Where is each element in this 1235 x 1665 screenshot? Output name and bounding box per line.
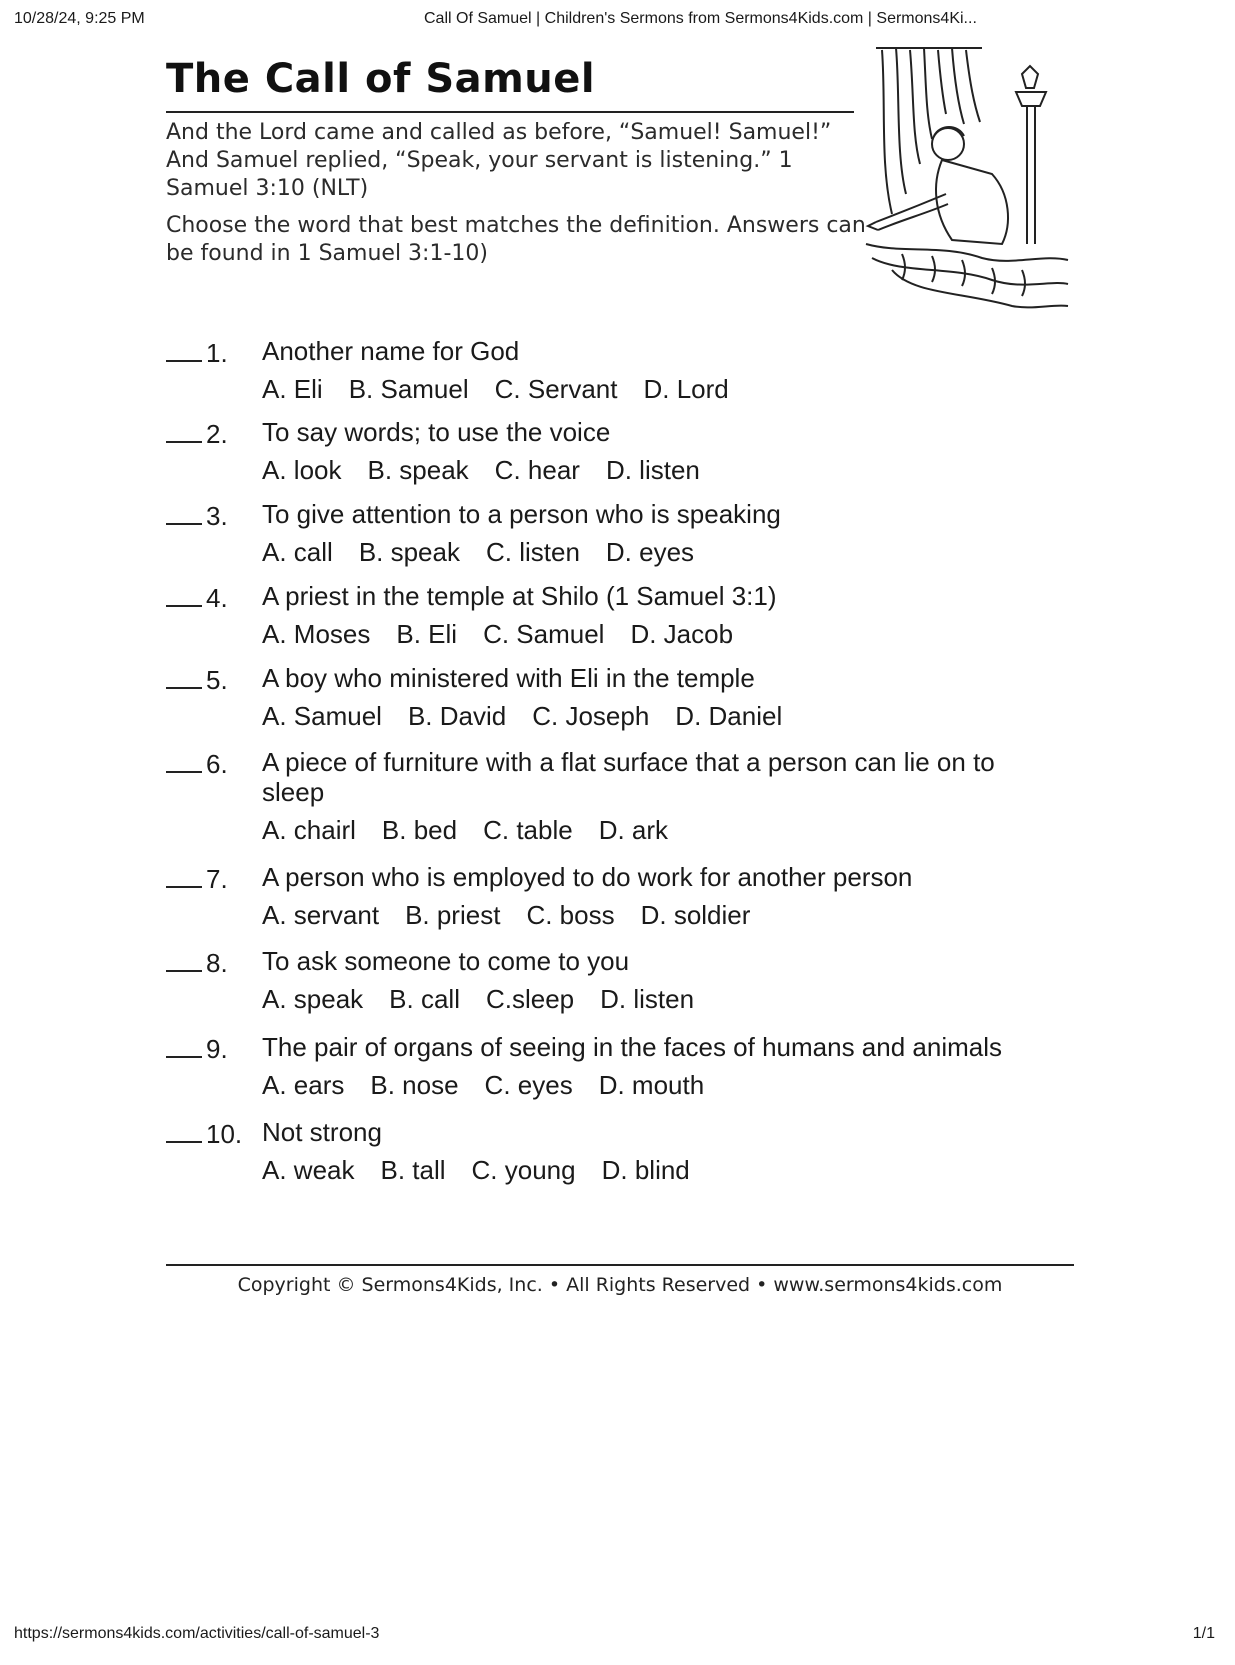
option-c: C. boss (526, 900, 615, 930)
answer-options (262, 900, 1126, 930)
option-a: A. weak (262, 1155, 355, 1185)
option-c: C. table (483, 815, 573, 845)
question-number: 8. (206, 948, 228, 978)
option-b: B. nose (370, 1070, 459, 1100)
question-number: 10. (206, 1119, 243, 1149)
answer-blank[interactable] (166, 687, 202, 689)
option-a: A. ears (262, 1070, 345, 1100)
footer-divider (166, 1264, 1074, 1266)
print-doc-title: Call Of Samuel | Children's Sermons from Sermons4Kids.com | Sermons4Ki... (424, 10, 977, 27)
question-item (166, 747, 1126, 862)
print-url: https://sermons4kids.com/activities/call-of-samuel-3 (14, 1625, 380, 1642)
option-c: C. hear (494, 455, 580, 485)
answer-blank[interactable] (166, 771, 202, 773)
question-text: To give attention to a person who is speaking (262, 499, 781, 529)
question-number: 7. (206, 864, 228, 894)
question-number: 3. (206, 501, 228, 531)
question-number: 4. (206, 583, 228, 613)
option-a: A. speak (262, 984, 364, 1014)
option-b: B. Samuel (348, 374, 469, 404)
title-divider (166, 111, 854, 113)
option-d: D. listen (605, 455, 700, 485)
question-number: 6. (206, 749, 228, 779)
option-b: B. speak (358, 537, 460, 567)
option-b: B. Eli (396, 619, 458, 649)
question-text: A boy who ministered with Eli in the temple (262, 663, 755, 693)
question-item (166, 946, 1126, 1032)
question-number: 1. (206, 338, 228, 368)
option-c: C. Samuel (483, 619, 605, 649)
question-list (166, 336, 1126, 1199)
question-text: A priest in the temple at Shilo (1 Samuel 3:1) (262, 581, 777, 611)
option-d: D. listen (600, 984, 695, 1014)
answer-options (262, 984, 1126, 1014)
question-text: To ask someone to come to you (262, 946, 630, 976)
option-a: A. Samuel (262, 701, 382, 731)
answer-options (262, 1155, 1126, 1185)
option-c: C. listen (485, 537, 580, 567)
option-b: B. priest (405, 900, 501, 930)
option-d: D. soldier (640, 900, 751, 930)
option-d: D. Daniel (675, 701, 783, 731)
question-text: To say words; to use the voice (262, 417, 611, 447)
answer-blank[interactable] (166, 523, 202, 525)
question-number: 2. (206, 419, 228, 449)
option-b: B. tall (380, 1155, 446, 1185)
answer-blank[interactable] (166, 441, 202, 443)
option-b: B. speak (367, 455, 469, 485)
answer-options (262, 1070, 1126, 1100)
page-number: 1/1 (1192, 1625, 1215, 1642)
answer-blank[interactable] (166, 1056, 202, 1058)
samuel-praying-illustration (862, 44, 1074, 312)
option-c: C. Joseph (532, 701, 650, 731)
option-a: A. Eli (262, 374, 323, 404)
option-b: B. call (389, 984, 460, 1014)
question-item (166, 1032, 1126, 1117)
print-datetime: 10/28/24, 9:25 PM (14, 10, 145, 27)
question-text: A person who is employed to do work for another person (262, 862, 913, 892)
option-a: A. call (262, 537, 333, 567)
option-d: D. mouth (598, 1070, 705, 1100)
instructions: Choose the word that best matches the definition. Answers can be found in 1 Samuel 3:1-10) (166, 213, 866, 266)
option-d: D. ark (598, 815, 669, 845)
question-text: Not strong (262, 1117, 382, 1147)
answer-options (262, 374, 1126, 404)
option-c: C. Servant (494, 374, 618, 404)
option-a: A. chairl (262, 815, 356, 845)
option-a: A. Moses (262, 619, 371, 649)
answer-blank[interactable] (166, 605, 202, 607)
print-header (14, 10, 1221, 32)
question-number: 5. (206, 665, 228, 695)
answer-options (262, 619, 1126, 649)
option-c: C. eyes (484, 1070, 573, 1100)
answer-blank[interactable] (166, 1141, 202, 1143)
answer-options (262, 815, 1126, 845)
question-text: Another name for God (262, 336, 520, 366)
question-item (166, 862, 1126, 946)
question-text: A piece of furniture with a flat surface that a person can lie on to sleep (262, 747, 995, 807)
option-d: D. Lord (643, 374, 729, 404)
print-footer (14, 1625, 1221, 1647)
copyright-notice: Copyright © Sermons4Kids, Inc. • All Rights Reserved • www.sermons4kids.com (237, 1274, 1003, 1296)
question-item (166, 663, 1126, 747)
option-c: C.sleep (485, 984, 575, 1014)
answer-blank[interactable] (166, 360, 202, 362)
answer-blank[interactable] (166, 970, 202, 972)
question-number: 9. (206, 1034, 228, 1064)
scripture-verse: And the Lord came and called as before, “Samuel! Samuel!” And Samuel replied, “Speak, your servant is listening.” 1 Samuel 3:10 (NLT) (166, 120, 832, 201)
option-c: C. young (471, 1155, 576, 1185)
question-item (166, 1117, 1126, 1199)
option-d: D. eyes (605, 537, 695, 567)
answer-blank[interactable] (166, 886, 202, 888)
question-item (166, 499, 1126, 581)
question-item (166, 581, 1126, 663)
question-item (166, 336, 1126, 417)
answer-options (262, 701, 1126, 731)
option-d: D. blind (601, 1155, 690, 1185)
answer-options (262, 537, 1126, 567)
question-item (166, 417, 1126, 499)
answer-options (262, 455, 1126, 485)
question-text: The pair of organs of seeing in the faces of humans and animals (262, 1032, 1002, 1062)
worksheet-title: The Call of Samuel (166, 56, 596, 102)
option-b: B. David (407, 701, 507, 731)
option-d: D. Jacob (630, 619, 734, 649)
option-a: A. look (262, 455, 342, 485)
option-b: B. bed (381, 815, 458, 845)
option-a: A. servant (262, 900, 380, 930)
